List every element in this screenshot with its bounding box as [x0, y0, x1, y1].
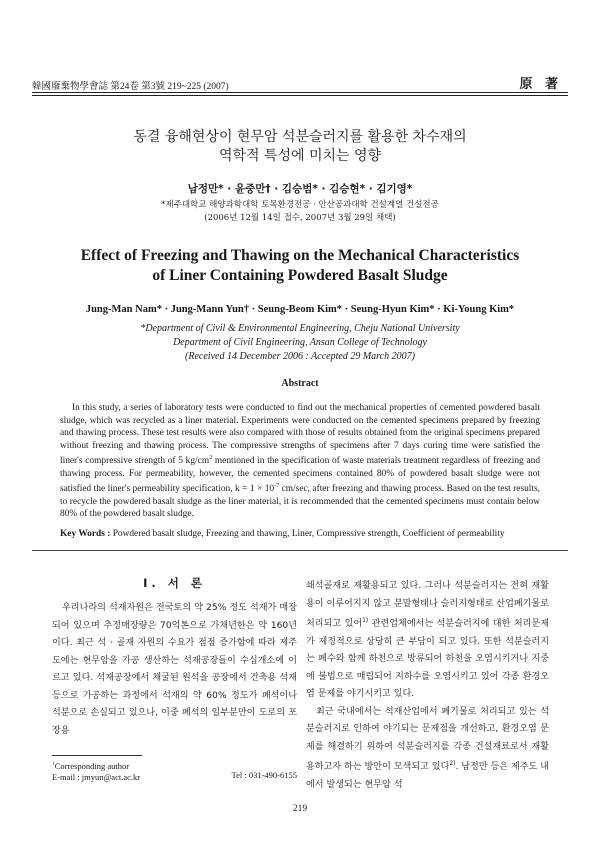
footnote-tel: Tel : 031-490-6155 — [231, 770, 297, 780]
intro-left-column: 우리나라의 석재자원은 전국토의 약 25% 정도 석재가 매장되어 있으며 추정매장량은 70억톤으로 가채년한은 약 160년이다. 최근 석 · 골재 자원의 수요가 점점 증가함에 따라 제주도에는 현무암을 가공 생산하는 석재공장들이 수십개소에 이르고 있다. 석재공장에서 채굴된 원석을 공장에서 건축용 석재 등으로 가공하는 과정에서 석재의 약 60% 정도가 폐석이나 석분으로 손실되고 있으나, 이중 폐석의 일부분만이 도로의 포장용 — [52, 603, 297, 736]
section-heading-introduction: I. 서 론 — [143, 576, 206, 590]
page-number: 219 — [292, 804, 308, 814]
korean-affiliation: *제주대학교 해양과학대학 토목환경전공 · 안산공과대학 건설계열 건설전공 (2006년 12월 14일 접수, 2007년 3월 29일 채택) — [161, 200, 439, 223]
abstract-heading: Abstract — [281, 378, 319, 389]
korean-title: 동결 융해현상이 현무암 석분슬러지를 활용한 차수재의 역학적 특성에 미치는 영향 — [133, 129, 467, 164]
keywords: Key Words : Powdered basalt sludge, Freezing and thawing, Liner, Compressive strength, Coefficient of permeability — [60, 529, 505, 539]
journal-citation: 韓國廢棄物學會誌 第24卷 第3號 219~225 (2007) — [32, 82, 229, 92]
abstract-text: In this study, a series of laboratory tests were conducted to find out the mechanical properties of cemented powdered basalt sludge, which was recycled as a liner material. Experiments were conducted on the cemented specimens prepared by freezing and thawing process. These test results were also compared with those of results obtained from the original specimens prepared without freezing and thawing process. The compressive strengths of specimens after 7 days curing time were satisfied the liner's compressive strength of 5 $kg/cm^2$ mentioned in the specification of waste materials treatment regardless of freezing and thawing process. For permeability, however, the cemented specimens contained 80% of powdered basalt sludge were not satisfied the liner's permeability specification, $k = 1 \times 10^{-7}$ cm/sec, after freezing and thawing process. Based on the test results, to recycle the powdered basalt sludge as the liner material, it is recommended that the cemented specimens must contain below 80% of the powdered basalt sludge. — [60, 403, 541, 520]
footnote-email: E-mail : jmyun@act.ac.kr — [52, 771, 141, 782]
header-rule-thin — [32, 95, 568, 96]
section-divider — [32, 550, 568, 551]
intro-right-column: 쇄석골재로 재활용되고 있다. 그러나 석분슬러지는 전혀 재활용이 이루어지지 않고 분말형태나 슬러지형태로 산업폐기물로 처리되고 있어$^{1)}$ 관련업체에서는 석분슬러지에 대한 처리문제가 제정적으로 상당히 큰 부담이 되고 있다. 또한 석분슬러지는 폐수와 함께 하천으로 방류되어 하천을 오염시키거나 지중에 불법으로 매립되어 지하수를 오염시키고 있어 각종 환경오염 문제를 야기시키고 있다. 최근 국내에서는 석재산업에서 폐기물로 처리되고 있는 석분슬러지로 인하여 야기되는 문제점을 개선하고, 환경오염 문제를 해결하기 위하여 석분슬러지를 각종 건설재료로서 재활용하고자 하는 방안이 모색되고 있다$^{2)}$. 남정만 등은 제주도 내에서 발생되는 현무암 석 — [306, 581, 549, 790]
footnote: †Corresponding author E-mail : jmyun@act.ac.kr Tel : 031-490-6155 — [52, 760, 297, 782]
english-authors: Jung-Man Nam* · Jung-Mann Yun† · Seung-Beom Kim* · Seung-Hyun Kim* · Ki-Young Kim* — [85, 304, 515, 315]
header-rule — [32, 92, 568, 93]
received-dates: (Received 14 December 2006 : Accepted 29 March 2007) — [185, 351, 415, 362]
korean-authors: 남정만* · 윤중만† · 김승범* · 김승현* · 김기영* — [187, 183, 413, 195]
english-affiliation: *Department of Civil & Environmental Engineering, Cheju National University Department of Civil Engineering, Ansan College of Technology (Received 14 December 2006 : Accepted 29 March 2007) — [30, 322, 570, 364]
article-type-badge: 原 著 — [519, 77, 562, 92]
footnote-rule — [52, 755, 142, 756]
running-header — [32, 76, 568, 92]
english-title: Effect of Freezing and Thawing on the Mechanical Characteristics of Liner Containing Powdered Basalt Sludge — [80, 247, 520, 284]
